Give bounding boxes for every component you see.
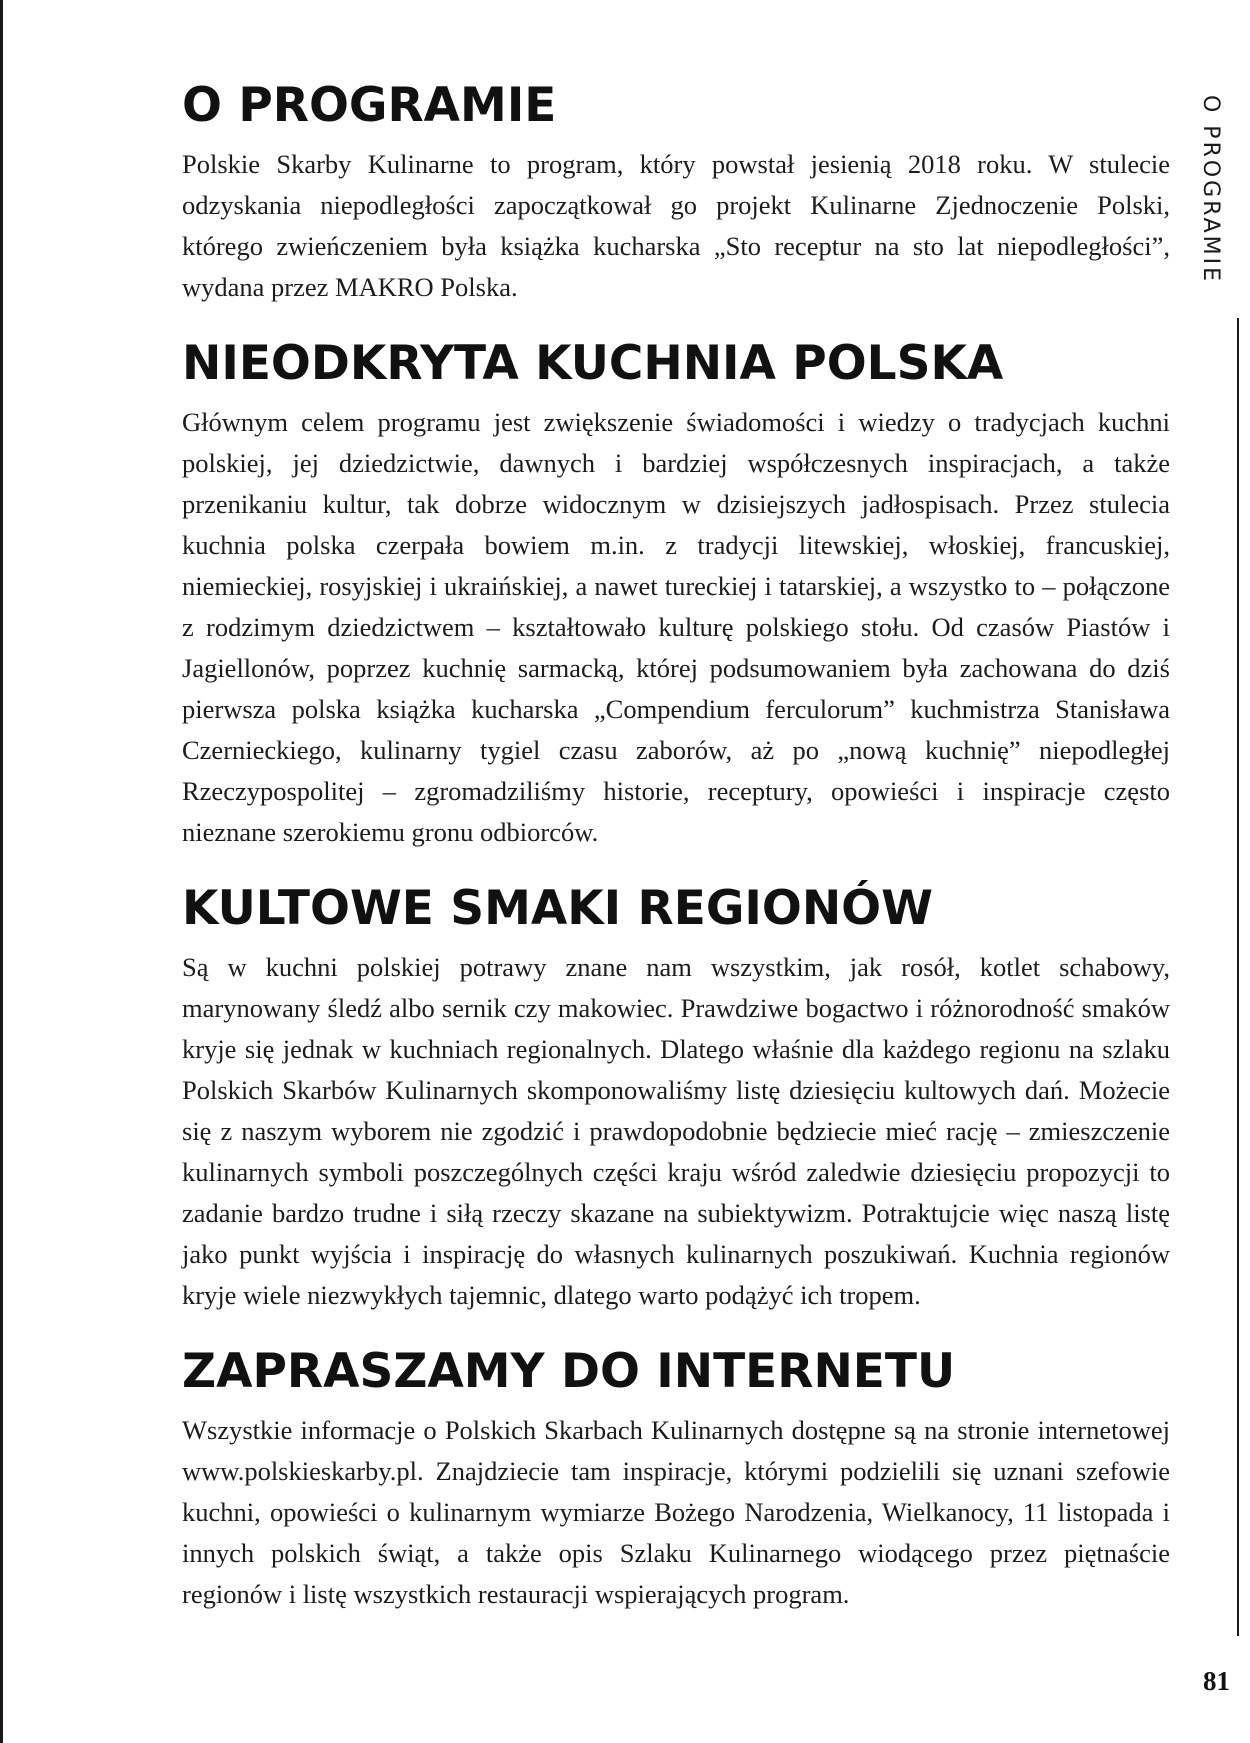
page-content (182, 78, 1170, 1615)
running-header-label: O PROGRAMIE (1198, 95, 1223, 285)
section-paragraph: Wszystkie informacje o Polskich Skarbach Kulinarnych dostępne są na stronie internetowej www.polskieskarby.pl. Znajdziecie tam inspiracje, którymi podzielili się uznani szefowie kuchni, opowieści o kulinarnym wymiarze Bożego Narodzenia, Wielkanocy, 11 listopada i innych polskich świąt, a także opis Szlaku Kulinarnego wiodącego przez piętnaście regionów i listę wszystkich restauracji wspierających program. (182, 1415, 1170, 1609)
section-title: ZAPRASZAMY DO INTERNETU (182, 1344, 956, 1399)
page-number: 81 (1203, 1666, 1230, 1696)
section-paragraph: Głównym celem programu jest zwiększenie świadomości i wiedzy o tradycjach kuchni polskiej, jej dziedzictwie, dawnych i bardziej współczesnych inspiracjach, a także przenikaniu kultur, tak dobrze widocznym w dzisiejszych jadłospisach. Przez stulecia kuchnia polska czerpała bowiem m.in. z tradycji litewskiej, włoskiej, francuskiej, niemieckiej, rosyjskiej i ukraińskiej, a nawet tureckiej i tatarskiej, a wszystko to – połączone z rodzimym dziedzictwem – kształtowało kulturę polskiego stołu. Od czasów Piastów i Jagiellonów, poprzez kuchnię sarmacką, której podsumowaniem była zachowana do dziś pierwsza polska książka kucharska „Compendium ferculorum” kuchmistrza Stanisława Czernieckiego, kulinarny tygiel czasu zaborów, aż po „nową kuchnię” niepodległej Rzeczypospolitej – zgromadziliśmy historie, receptury, opowieści i inspiracje często nieznane szerokiemu gronu odbiorców. (182, 407, 1170, 847)
section-title: NIEODKRYTA KUCHNIA POLSKA (182, 336, 1004, 391)
section-nieodkryta-kuchnia-polska (182, 336, 1170, 853)
section-title: KULTOWE SMAKI REGIONÓW (182, 881, 933, 936)
section-paragraph: Polskie Skarby Kulinarne to program, który powstał jesienią 2018 roku. W stulecie odzyskania niepodległości zapoczątkował go projekt Kulinarne Zjednoczenie Polski, którego zwieńczeniem była książka kucharska „Sto receptur na sto lat niepodległości”, wydana przez MAKRO Polska. (182, 149, 1170, 302)
section-zapraszamy-do-internetu (182, 1344, 1170, 1615)
section-paragraph: Są w kuchni polskiej potrawy znane nam wszystkim, jak rosół, kotlet schabowy, marynowany śledź albo sernik czy makowiec. Prawdziwe bogactwo i różnorodność smaków kryje się jednak w kuchniach regionalnych. Dlatego właśnie dla każdego regionu na szlaku Polskich Skarbów Kulinarnych skomponowaliśmy listę dziesięciu kultowych dań. Możecie się z naszym wyborem nie zgodzić i prawdopodobnie będziecie mieć rację – zmieszczenie kulinarnych symboli poszczególnych części kraju wśród zaledwie dziesięciu propozycji to zadanie bardzo trudne i siłą rzeczy skazane na subiektywizm. Potraktujcie więc naszą listę jako punkt wyjścia i inspirację do własnych kulinarnych poszukiwań. Kuchnia regionów kryje wiele niezwykłych tajemnic, dlatego warto podążyć ich tropem. (182, 952, 1170, 1310)
section-kultowe-smaki-regionow (182, 881, 1170, 1316)
section-title: O PROGRAMIE (182, 78, 557, 133)
left-edge-rule (0, 0, 3, 1743)
section-o-programie (182, 78, 1170, 308)
running-header-line (1237, 318, 1239, 1636)
